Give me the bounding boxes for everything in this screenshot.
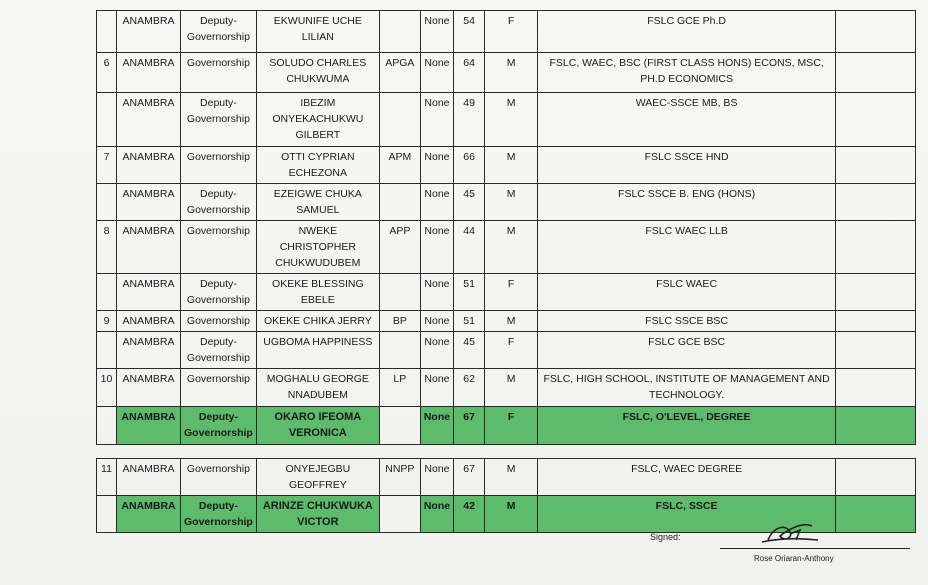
sex-cell: F: [485, 332, 538, 369]
age-cell: 64: [454, 53, 485, 93]
serial-number-cell: 7: [97, 147, 117, 184]
candidate-table-top: [96, 10, 916, 445]
qualification-cell: FSLC, HIGH SCHOOL, INSTITUTE OF MANAGEMENT AND TECHNOLOGY.: [538, 369, 836, 407]
state-cell: ANAMBRA: [117, 369, 181, 407]
candidate-name-cell: OTTI CYPRIAN ECHEZONA: [256, 147, 379, 184]
blank-cell: [836, 274, 916, 311]
sex-cell: M: [485, 147, 538, 184]
table-row: [97, 407, 916, 445]
handwritten-signature: [760, 518, 820, 546]
party-cell: LP: [379, 369, 420, 407]
position-cell: Deputy-Governorship: [181, 332, 257, 369]
party-cell: [379, 11, 420, 53]
candidate-name-cell: SOLUDO CHARLES CHUKWUMA: [256, 53, 379, 93]
qualification-cell: FSLC SSCE BSC: [538, 311, 836, 332]
party-cell: BP: [379, 311, 420, 332]
age-cell: 51: [454, 274, 485, 311]
disability-cell: None: [420, 496, 453, 533]
candidate-name-cell: OKARO IFEOMA VERONICA: [256, 407, 379, 445]
qualification-cell: FSLC WAEC: [538, 274, 836, 311]
blank-cell: [836, 221, 916, 274]
blank-cell: [836, 184, 916, 221]
qualification-cell: FSLC GCE BSC: [538, 332, 836, 369]
serial-number-cell: 8: [97, 221, 117, 274]
table-row: [97, 311, 916, 332]
age-cell: 67: [454, 459, 485, 496]
disability-cell: None: [420, 274, 453, 311]
serial-number-cell: [97, 407, 117, 445]
serial-number-cell: [97, 496, 117, 533]
age-cell: 42: [454, 496, 485, 533]
candidate-name-cell: MOGHALU GEORGE NNADUBEM: [256, 369, 379, 407]
sex-cell: M: [485, 221, 538, 274]
serial-number-cell: [97, 184, 117, 221]
sex-cell: M: [485, 53, 538, 93]
candidate-name-cell: UGBOMA HAPPINESS: [256, 332, 379, 369]
party-cell: APM: [379, 147, 420, 184]
qualification-cell: WAEC-SSCE MB, BS: [538, 93, 836, 147]
table-row: [97, 184, 916, 221]
age-cell: 54: [454, 11, 485, 53]
state-cell: ANAMBRA: [117, 274, 181, 311]
position-cell: Deputy-Governorship: [181, 11, 257, 53]
age-cell: 44: [454, 221, 485, 274]
disability-cell: None: [420, 11, 453, 53]
blank-cell: [836, 407, 916, 445]
state-cell: ANAMBRA: [117, 459, 181, 496]
state-cell: ANAMBRA: [117, 407, 181, 445]
disability-cell: None: [420, 407, 453, 445]
state-cell: ANAMBRA: [117, 332, 181, 369]
qualification-cell: FSLC, O'LEVEL, DEGREE: [538, 407, 836, 445]
position-cell: Deputy-Governorship: [181, 274, 257, 311]
state-cell: ANAMBRA: [117, 221, 181, 274]
party-cell: APP: [379, 221, 420, 274]
state-cell: ANAMBRA: [117, 147, 181, 184]
state-cell: ANAMBRA: [117, 53, 181, 93]
sex-cell: M: [485, 93, 538, 147]
table-row: [97, 459, 916, 496]
qualification-cell: FSLC WAEC LLB: [538, 221, 836, 274]
position-cell: Deputy-Governorship: [181, 407, 257, 445]
blank-cell: [836, 496, 916, 533]
blank-cell: [836, 459, 916, 496]
qualification-cell: FSLC SSCE HND: [538, 147, 836, 184]
age-cell: 66: [454, 147, 485, 184]
candidate-name-cell: ARINZE CHUKWUKA VICTOR: [256, 496, 379, 533]
serial-number-cell: 9: [97, 311, 117, 332]
candidate-name-cell: NWEKE CHRISTOPHER CHUKWUDUBEM: [256, 221, 379, 274]
blank-cell: [836, 311, 916, 332]
party-cell: [379, 332, 420, 369]
candidate-name-cell: OKEKE BLESSING EBELE: [256, 274, 379, 311]
state-cell: ANAMBRA: [117, 311, 181, 332]
candidate-name-cell: EZEIGWE CHUKA SAMUEL: [256, 184, 379, 221]
position-cell: Deputy-Governorship: [181, 496, 257, 533]
blank-cell: [836, 332, 916, 369]
position-cell: Governorship: [181, 221, 257, 274]
qualification-cell: FSLC GCE Ph.D: [538, 11, 836, 53]
disability-cell: None: [420, 147, 453, 184]
qualification-cell: FSLC, WAEC, BSC (FIRST CLASS HONS) ECONS, MSC, PH.D ECONOMICS: [538, 53, 836, 93]
table-row: [97, 11, 916, 53]
table-row: [97, 369, 916, 407]
state-cell: ANAMBRA: [117, 93, 181, 147]
party-cell: [379, 184, 420, 221]
party-cell: [379, 407, 420, 445]
candidate-name-cell: OKEKE CHIKA JERRY: [256, 311, 379, 332]
disability-cell: None: [420, 53, 453, 93]
qualification-cell: FSLC, WAEC DEGREE: [538, 459, 836, 496]
party-cell: [379, 274, 420, 311]
state-cell: ANAMBRA: [117, 184, 181, 221]
candidate-name-cell: EKWUNIFE UCHE LILIAN: [256, 11, 379, 53]
blank-cell: [836, 147, 916, 184]
sex-cell: M: [485, 184, 538, 221]
blank-cell: [836, 369, 916, 407]
age-cell: 67: [454, 407, 485, 445]
disability-cell: None: [420, 184, 453, 221]
disability-cell: None: [420, 221, 453, 274]
position-cell: Governorship: [181, 369, 257, 407]
age-cell: 45: [454, 184, 485, 221]
blank-cell: [836, 11, 916, 53]
party-cell: [379, 496, 420, 533]
table-row: [97, 93, 916, 147]
candidate-name-cell: ONYEJEGBU GEOFFREY: [256, 459, 379, 496]
sex-cell: F: [485, 274, 538, 311]
position-cell: Governorship: [181, 147, 257, 184]
serial-number-cell: 10: [97, 369, 117, 407]
disability-cell: None: [420, 332, 453, 369]
disability-cell: None: [420, 459, 453, 496]
position-cell: Governorship: [181, 53, 257, 93]
sex-cell: F: [485, 11, 538, 53]
table-row: [97, 53, 916, 93]
position-cell: Deputy-Governorship: [181, 184, 257, 221]
sex-cell: F: [485, 407, 538, 445]
qualification-cell: FSLC SSCE B. ENG (HONS): [538, 184, 836, 221]
sex-cell: M: [485, 311, 538, 332]
age-cell: 62: [454, 369, 485, 407]
qualification-cell: FSLC, SSCE: [538, 496, 836, 533]
serial-number-cell: [97, 93, 117, 147]
position-cell: Governorship: [181, 459, 257, 496]
state-cell: ANAMBRA: [117, 496, 181, 533]
serial-number-cell: 6: [97, 53, 117, 93]
serial-number-cell: [97, 11, 117, 53]
blank-cell: [836, 93, 916, 147]
disability-cell: None: [420, 93, 453, 147]
disability-cell: None: [420, 369, 453, 407]
sex-cell: M: [485, 496, 538, 533]
signed-label: Signed:: [650, 532, 681, 542]
state-cell: ANAMBRA: [117, 11, 181, 53]
party-cell: [379, 93, 420, 147]
serial-number-cell: 11: [97, 459, 117, 496]
table-row: [97, 221, 916, 274]
blank-cell: [836, 53, 916, 93]
disability-cell: None: [420, 311, 453, 332]
position-cell: Governorship: [181, 311, 257, 332]
serial-number-cell: [97, 332, 117, 369]
signature-line: [720, 548, 910, 549]
age-cell: 51: [454, 311, 485, 332]
party-cell: NNPP: [379, 459, 420, 496]
age-cell: 49: [454, 93, 485, 147]
position-cell: Deputy-Governorship: [181, 93, 257, 147]
signer-name: Rose Oriaran-Anthony: [754, 554, 834, 563]
table-row: [97, 274, 916, 311]
table-row: [97, 332, 916, 369]
sex-cell: M: [485, 369, 538, 407]
age-cell: 45: [454, 332, 485, 369]
sex-cell: M: [485, 459, 538, 496]
candidate-name-cell: IBEZIM ONYEKACHUKWU GILBERT: [256, 93, 379, 147]
party-cell: APGA: [379, 53, 420, 93]
serial-number-cell: [97, 274, 117, 311]
signature-block: [650, 532, 920, 582]
table-row: [97, 147, 916, 184]
